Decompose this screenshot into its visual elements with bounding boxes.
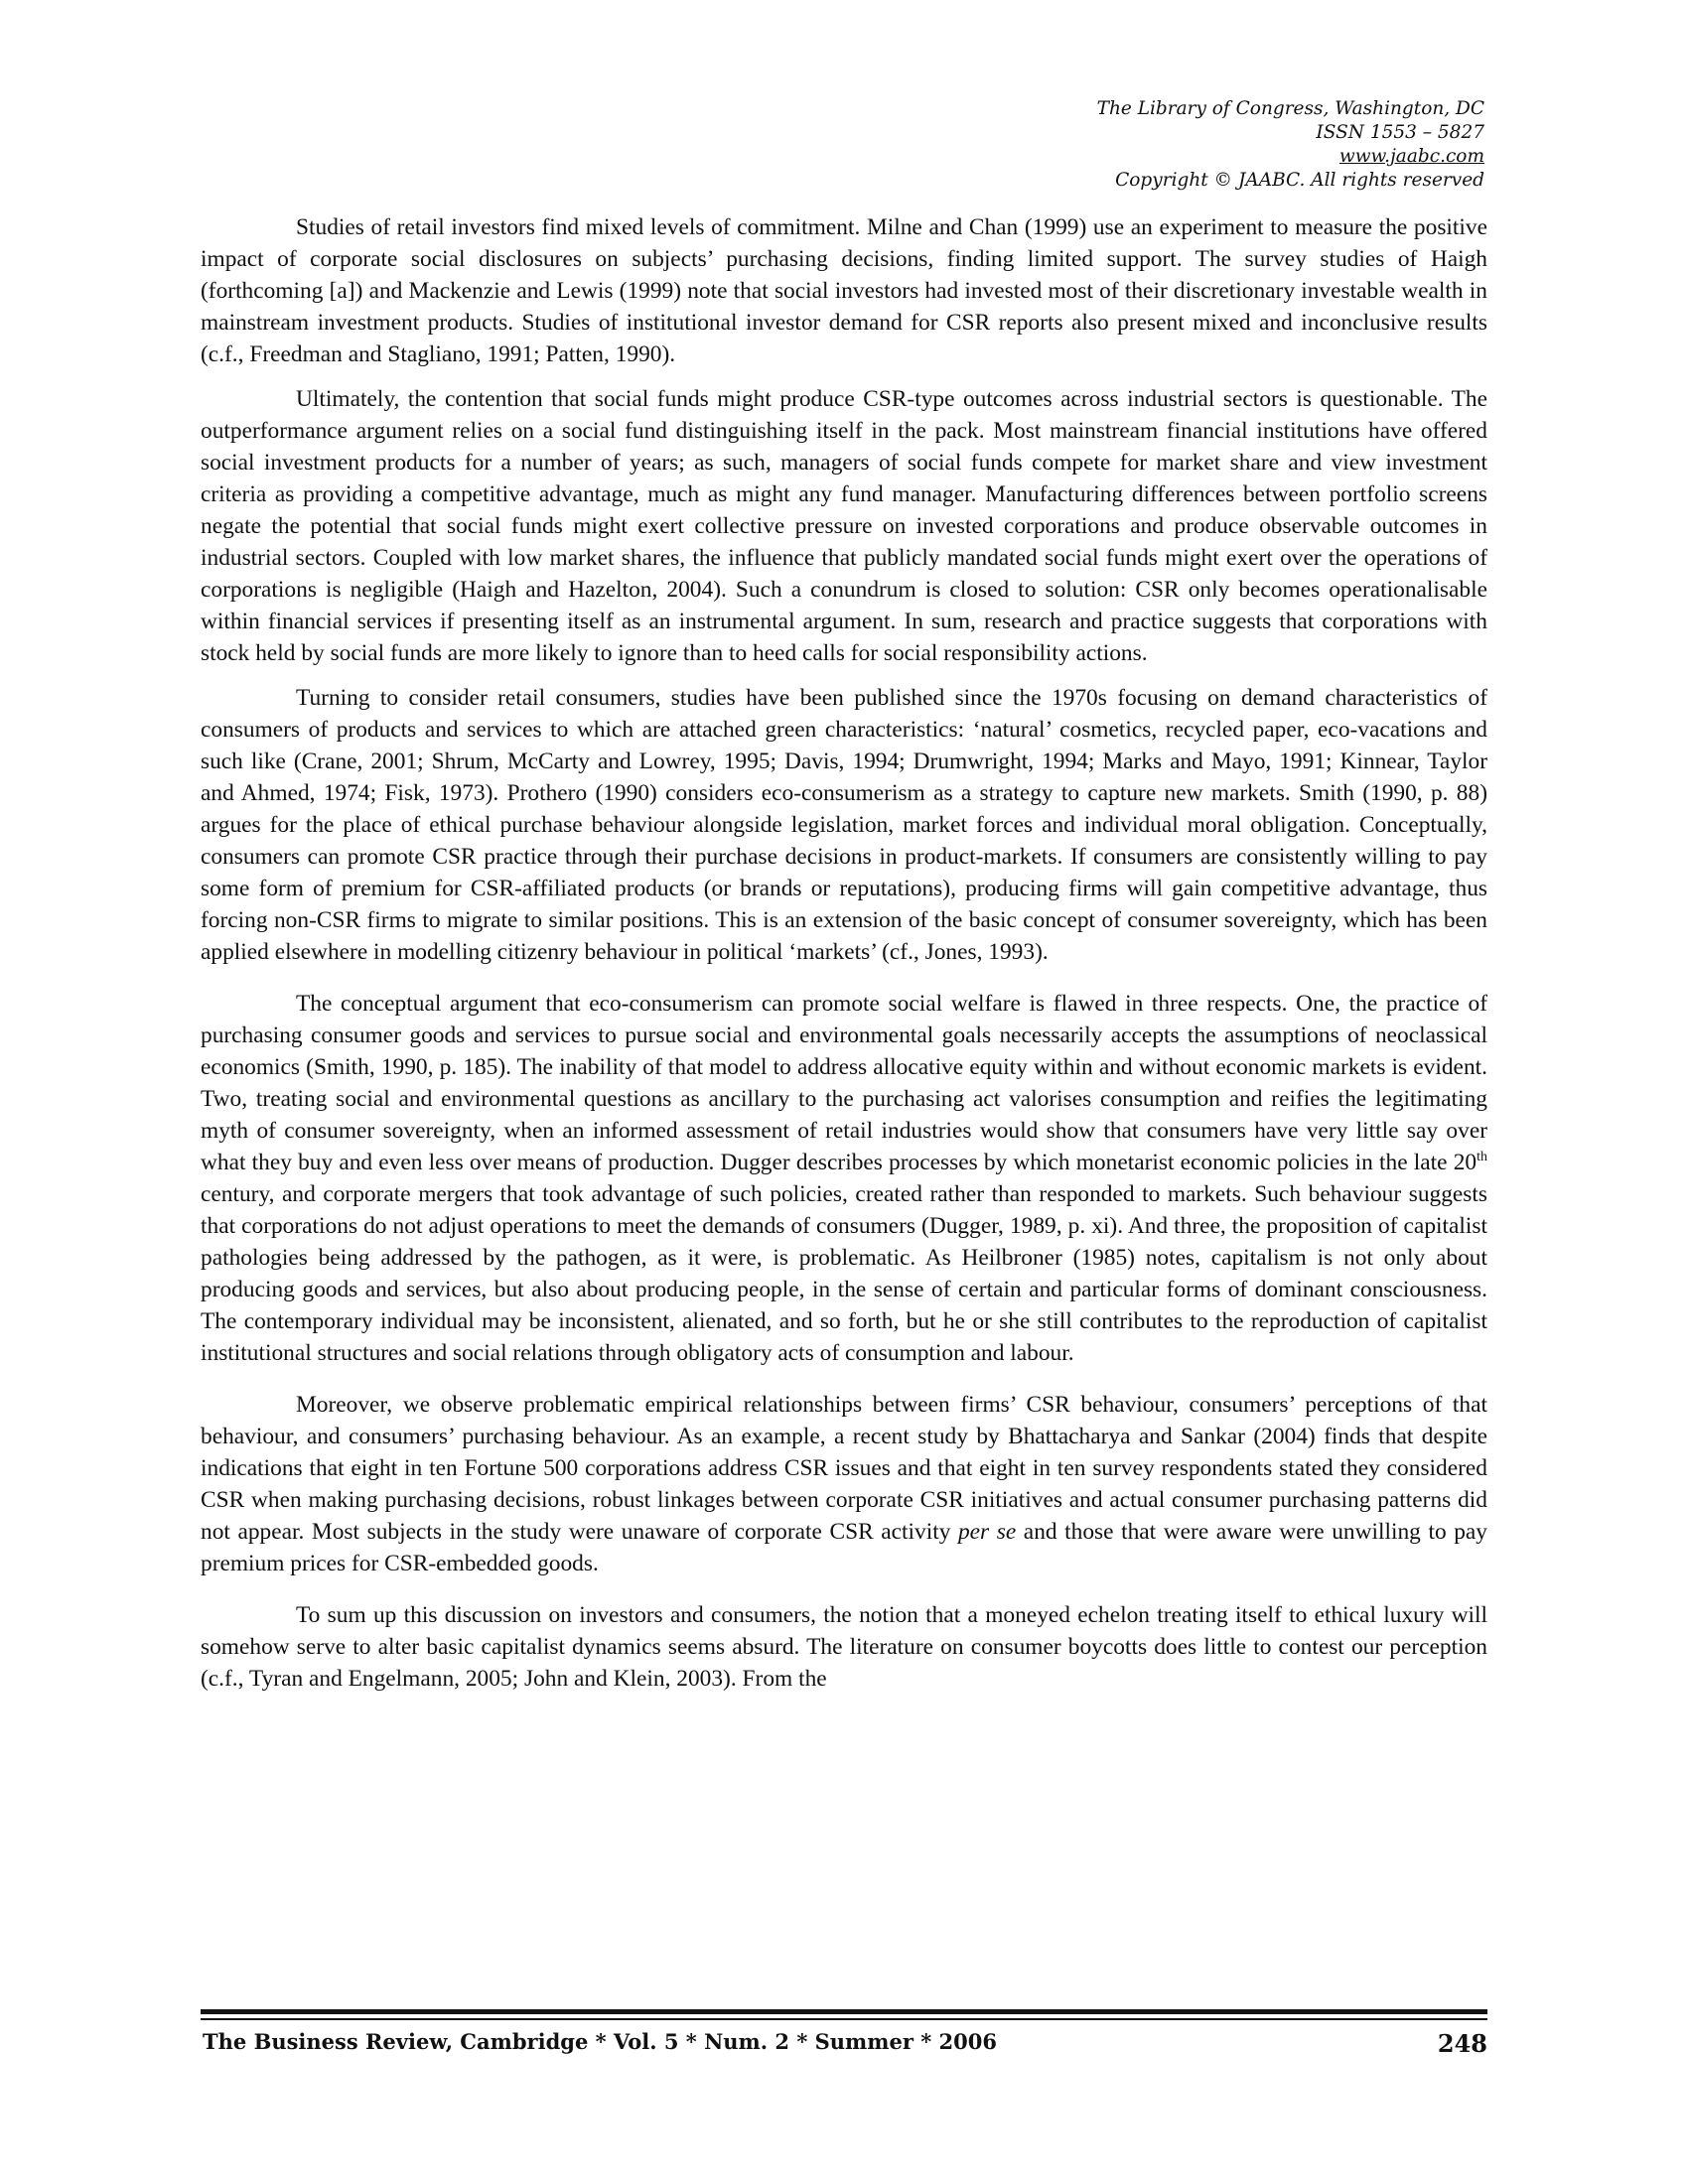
footer-rule-thick [201, 2009, 1487, 2014]
paragraph [201, 1389, 1487, 1579]
paragraph [201, 988, 1487, 1369]
paragraph: Turning to consider retail consumers, studies have been published since the 1970s focusing on demand characteristics of consumers of products and services to which are attached green characteristics: ‘natural’ cosmetics, recycled paper, eco-vacations and such like (Crane, 2001; Shrum, McCarty and Lowrey, 1995; Davis, 1994; Drumwright, 1994; Marks and Mayo, 1991; Kinnear, Taylor and Ahmed, 1974; Fisk, 1973). Prothero (1990) considers eco-consumerism as a strategy to capture new markets. Smith (1990, p. 88) argues for the place of ethical purchase behaviour alongside legislation, market forces and individual moral obligation. Conceptually, consumers can promote CSR practice through their purchase decisions in product-markets. If consumers are consistently willing to pay some form of premium for CSR-affiliated products (or brands or reputations), producing firms will gain competitive advantage, thus forcing non-CSR firms to migrate to similar positions. This is an extension of the basic concept of consumer sovereignty, which has been applied elsewhere in modelling citizenry behaviour in political ‘markets’ (cf., Jones, 1993). [201, 685, 1487, 965]
paragraph-text: The conceptual argument that eco-consumerism can promote social welfare is flawed in three respects. One, the practice of purchasing consumer goods and services to pursue social and environmental goals necessarily accepts the assumptions of neoclassical economics (Smith, 1990, p. 185). The inability of that model to address allocative equity within and without economic markets is evident. Two, treating social and environmental questions as ancillary to the purchasing act valorises consumption and reifies the legitimating myth of consumer sovereignty, when an informed assessment of retail industries would show that consumers have very little say over what they buy and even less over means of production. Dugger describes processes by which monetarist economic policies in the late 20 [201, 991, 1487, 1175]
running-header [1097, 97, 1484, 193]
paragraph-text: century, and corporate mergers that took advantage of such policies, created rather than responded to markets. Such behaviour suggests that corporations do not adjust operations to meet the demands of consumers (Dugger, 1989, p. xi). And three, the proposition of capitalist pathologies being addressed by the pathogen, as it were, is problematic. As Heilbroner (1985) notes, capitalism is not only about producing goods and services, but also about producing people, in the sense of certain and particular forms of dominant consciousness. The contemporary individual may be inconsistent, alienated, and so forth, but he or she still contributes to the reproduction of capitalist institutional structures and social relations through obligatory acts of consumption and labour. [201, 1181, 1487, 1366]
superscript: th [1477, 1150, 1487, 1164]
header-copyright: Copyright © JAABC. All rights reserved [1115, 170, 1484, 191]
header-website-link[interactable]: www.jaabc.com [1338, 146, 1484, 167]
page-number: 248 [1437, 2029, 1487, 2058]
paragraph-text: and those that were aware were unwilling to pay premium prices for CSR-embedded goods. [201, 1519, 1487, 1576]
footer-journal-info: The Business Review, Cambridge * Vol. 5 * Num. 2 * Summer * 2006 [203, 2029, 997, 2054]
paragraph: Ultimately, the contention that social funds might produce CSR-type outcomes across industrial sectors is questionable. The outperformance argument relies on a social fund distinguishing itself in the pack. Most mainstream financial institutions have offered social investment products for a number of years; as such, managers of social funds compete for market share and view investment criteria as providing a competitive advantage, much as might any fund manager. Manufacturing differences between portfolio screens negate the potential that social funds might exert collective pressure on invested corporations and produce observable outcomes in industrial sectors. Coupled with low market shares, the influence that publicly mandated social funds might exert over the operations of corporations is negligible (Haigh and Hazelton, 2004). Such a conundrum is closed to solution: CSR only becomes operationalisable within financial services if presenting itself as an instrumental argument. In sum, research and practice suggests that corporations with stock held by social funds are more likely to ignore than to heed calls for social responsibility actions. [201, 386, 1487, 666]
paragraph-text: Moreover, we observe problematic empirical relationships between firms’ CSR behaviour, consumers’ perceptions of that behaviour, and consumers’ purchasing behaviour. As an example, a recent study by Bhattacharya and Sankar (2004) finds that despite indications that eight in ten Fortune 500 corporations address CSR issues and that eight in ten survey respondents stated they considered CSR when making purchasing decisions, robust linkages between corporate CSR initiatives and actual consumer purchasing patterns did not appear. Most subjects in the study were unaware of corporate CSR activity [201, 1392, 1487, 1545]
header-library: The Library of Congress, Washington, DC [1096, 98, 1484, 119]
paragraph: To sum up this discussion on investors and consumers, the notion that a moneyed echelon treating itself to ethical luxury will somehow serve to alter basic capitalist dynamics seems absurd. The literature on consumer boycotts does little to contest our perception (c.f., Tyran and Engelmann, 2005; John and Klein, 2003). From the [201, 1602, 1487, 1692]
italic-term: per se [957, 1519, 1017, 1545]
footer-rule-thin [201, 2018, 1487, 2020]
paragraph: Studies of retail investors find mixed levels of commitment. Milne and Chan (1999) use an experiment to measure the positive impact of corporate social disclosures on subjects’ purchasing decisions, finding limited support. The survey studies of Haigh (forthcoming [a]) and Mackenzie and Lewis (1999) note that social investors had invested most of their discretionary investable wealth in mainstream investment products. Studies of institutional investor demand for CSR reports also present mixed and inconclusive results (c.f., Freedman and Stagliano, 1991; Patten, 1990). [201, 214, 1487, 367]
header-issn: ISSN 1553 – 5827 [1316, 122, 1484, 143]
body-text [201, 211, 1487, 1707]
